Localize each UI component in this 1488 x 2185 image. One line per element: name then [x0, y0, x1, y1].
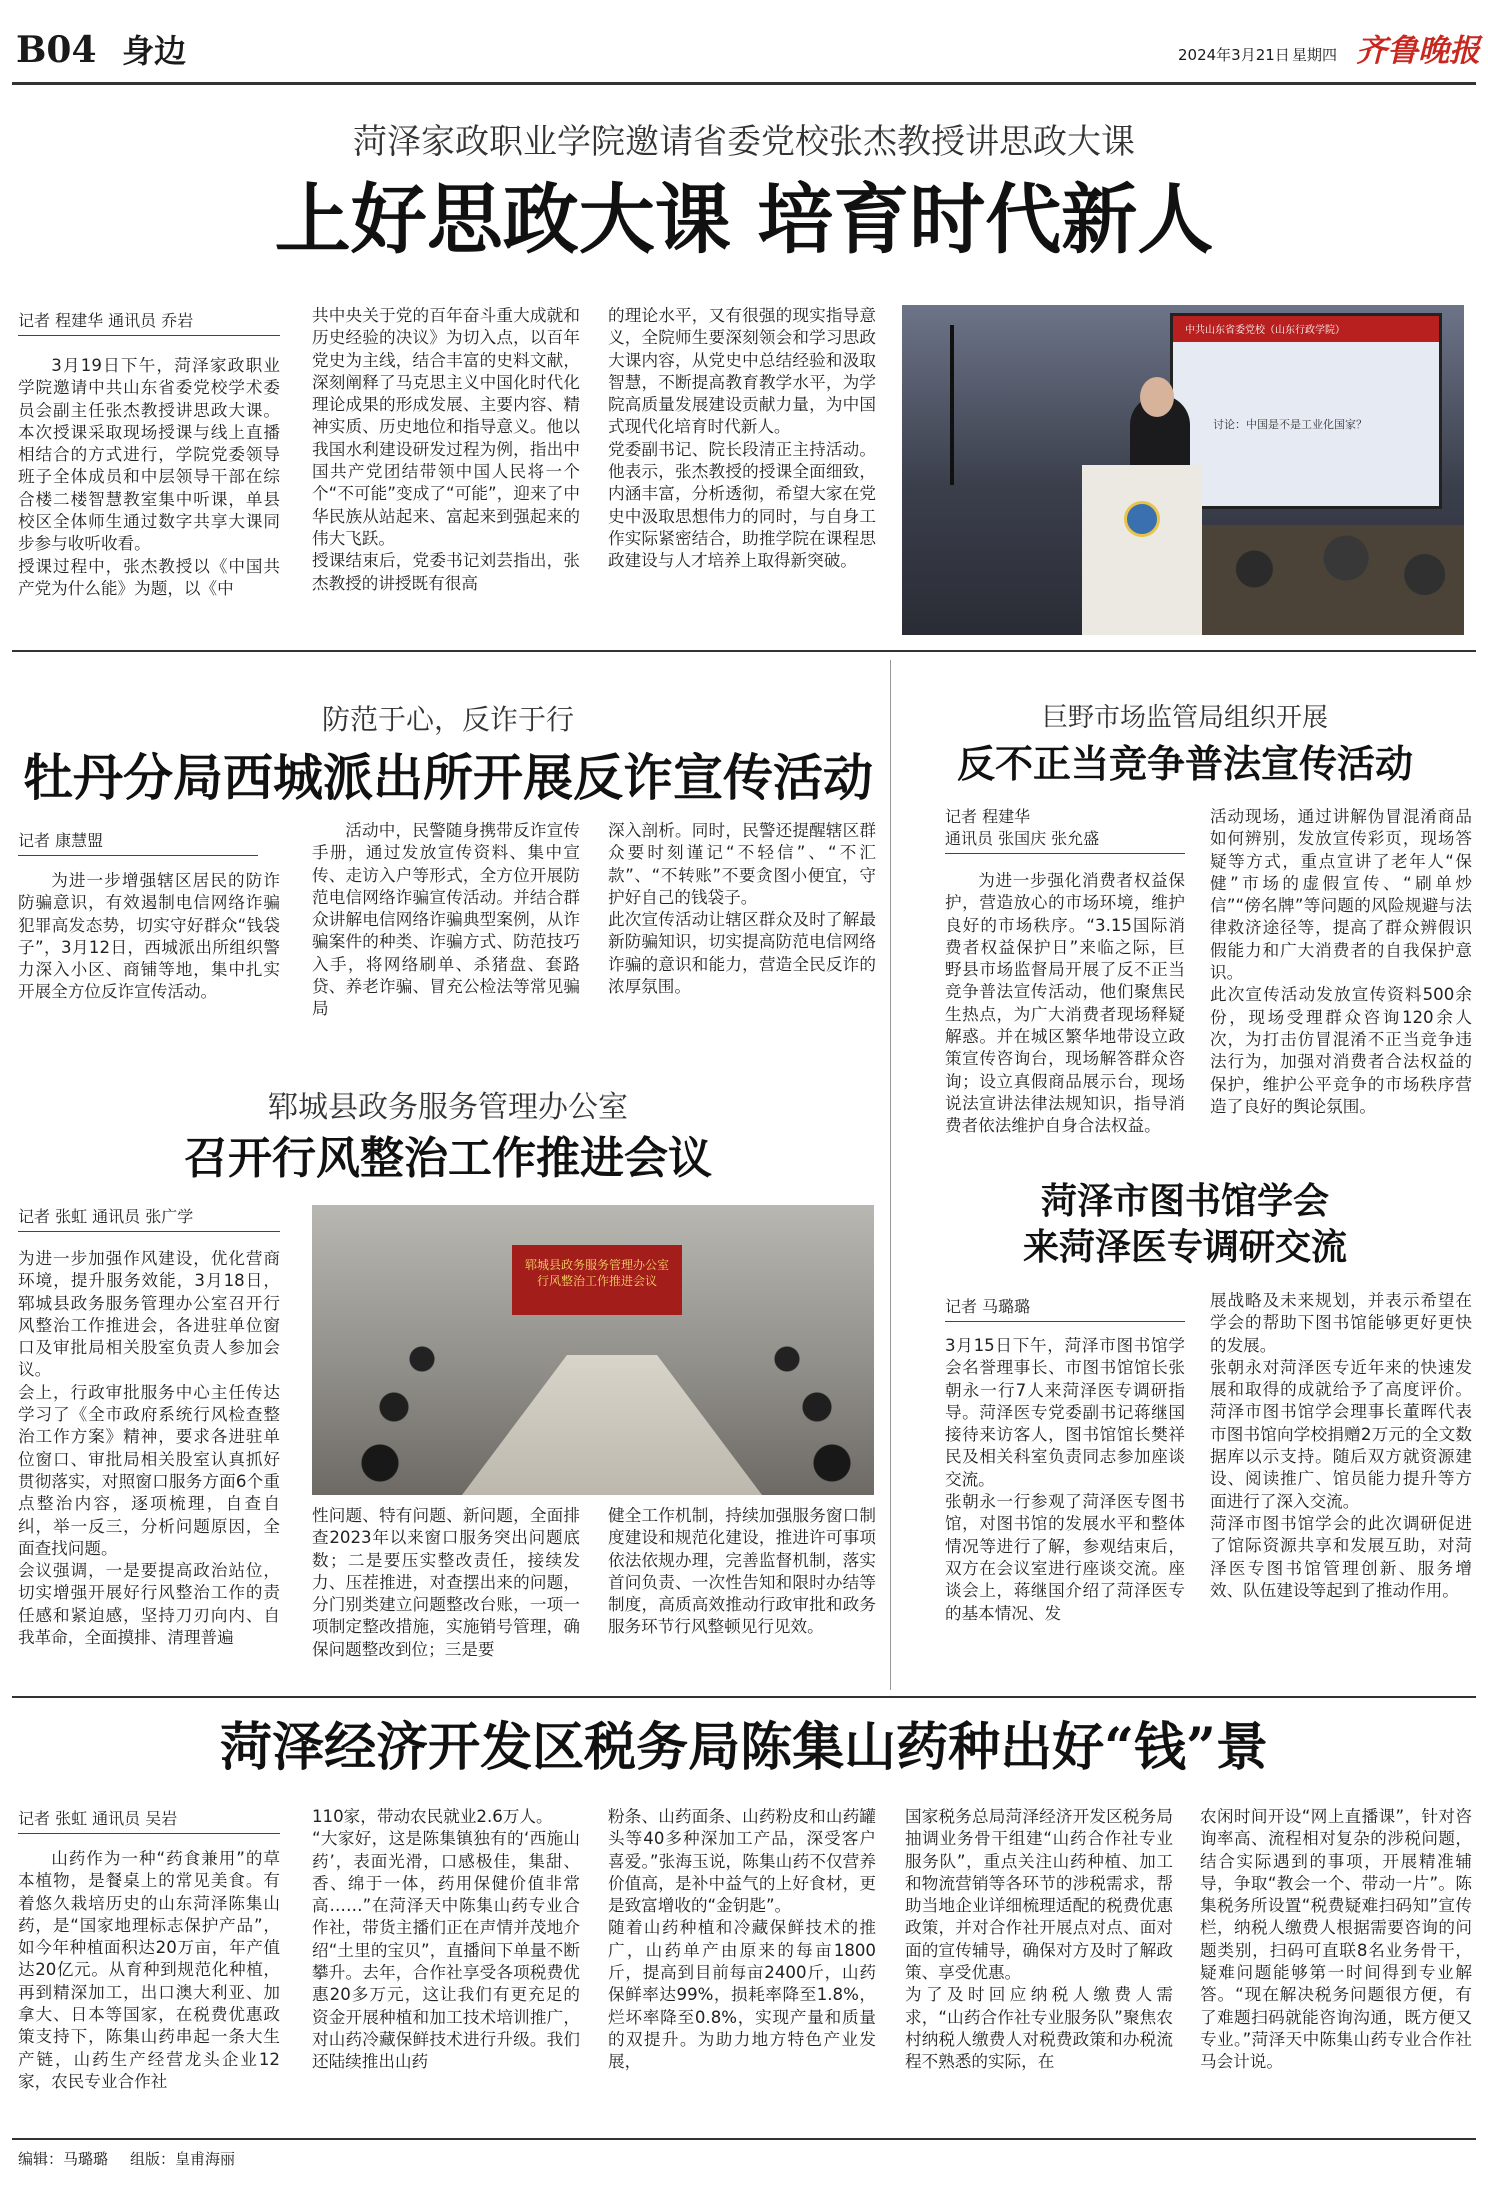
article3-col1-text: 为进一步强化消费者权益保护，营造放心的市场环境，维护良好的市场秩序。“3.15国际消费者权益保护日”来临之际，巨野县市场监督局开展了反不正当竞争普法宣传活动，他们聚焦民生热点，为广大消费者现场释疑解惑。并在城区繁华地带设立政策宣传咨询台，现场解答群众咨询；设立真假商品展示台，现场说法宣讲法律法规知识，指导消费者依法维护自身合法权益。: [945, 871, 1185, 1136]
article4-photo: [312, 1205, 874, 1495]
article4-col2-text: 性问题、特有问题、新问题，全面排查2023年以来窗口服务突出问题底数；二是要压实整改责任，接续发力、压茬推进，对查摆出来的问题，分门别类建立问题整改台账，一项一项制定整改措施，实施销号管理，确保问题整改到位；三是要: [312, 1506, 580, 1659]
slide-title: 中共山东省委党校（山东行政学院）: [1185, 325, 1345, 336]
article6-col3-text: 粉条、山药面条、山药粉皮和山药罐头等40多种深加工产品，深受客户喜爱。”张海玉说，陈集山药不仅营养价值高，是补中益气的上好食材，更是致富增收的“金钥匙”。 随着山药种植和冷藏保鲜技术的推广，山药单产由原来的每亩1800斤，提高到目前每亩2400斤，山药保鲜率达99%，损耗率降至1.8%，烂坏率降至0.8%，实现产量和质量的双提升。为助力地方特色产业发展，: [608, 1807, 876, 2072]
right-column-divider: [890, 660, 891, 1690]
article1-byline: 记者 程建华 通讯员 乔岩: [18, 310, 280, 336]
slide-text: 讨论：中国是不是工业化国家？: [1213, 418, 1367, 431]
article1-col3: [608, 305, 876, 635]
meeting-banner-text: 郓城县政务服务管理办公室 行风整治工作推进会议: [524, 1258, 669, 1288]
article4-col2: [312, 1505, 580, 1676]
article6-title: 菏泽经济开发区税务局陈集山药种出好“钱”景: [220, 1717, 1268, 1778]
attendees-left: [352, 1335, 492, 1495]
speaker-head: [1140, 377, 1174, 417]
article3-col1: [945, 870, 1185, 1190]
header-rule: [12, 82, 1476, 85]
article6-col5-text: 农闲时间开设“网上直播课”，针对咨询率高、流程相对复杂的涉税问题，结合实际遇到的事项，开展精准辅导，争取“教会一个、带动一片”。陈集税务所设置“税费疑难扫码知”宣传栏，纳税人缴费人根据需要咨询的问题类别，扫码可直联8名业务骨干，疑难问题能够第一时间得到专业解答。“现在解决税务问题很方便，有了难题扫码就能咨询沟通，既方便又专业。”菏泽天中陈集山药专业合作社马会计说。: [1200, 1807, 1472, 2072]
footer-rule: [12, 2138, 1476, 2140]
article2-col3-text: 深入剖析。同时，民警还提醒辖区群众要时刻谨记“不轻信”、“不汇款”、“不转账”不要贪图小便宜，守护好自己的钱袋子。 此次宣传活动让辖区群众及时了解最新防骗知识，切实提高防范电信网络诈骗的意识和能力，营造全民反诈的浓厚氛围。: [608, 821, 876, 997]
article5-col1: [945, 1335, 1185, 1676]
header-weekday: 星期四: [1292, 46, 1338, 64]
article1-col2-text: 共中央关于党的百年奋斗重大成就和历史经验的决议》为切入点，以百年党史为主线，结合丰富的史料文献，深刻阐释了马克思主义中国化时代化理论成果的形成发展、主要内容、精神实质、历史地位和指导意义。他以我国水利建设研发过程为例，指出中国共产党团结带领中国人民将一个个“不可能”变成了“可能”，迎来了中华民族从站起来、富起来到强起来的伟大飞跃。 授课结束后，党委书记刘芸指出，张杰教授的讲授既有很高: [312, 306, 580, 593]
section-title: 身边: [122, 32, 187, 70]
article3-byline-2: 通讯员 张国庆 张允盛: [945, 828, 1185, 854]
article4-col3-text: 健全工作机制，持续加强服务窗口制度建设和规范化建设，推进许可事项依法依规办理，完善监督机制，落实首问负责、一次性告知和限时办结等制度，高质高效推动行政审批和政务服务环节行风整顿见行见效。: [608, 1506, 876, 1637]
article5-title: 菏泽市图书馆学会 来菏泽医专调研交流: [1022, 1180, 1347, 1268]
article5-col2: [1210, 1290, 1472, 1676]
article6-col4-text: 国家税务总局菏泽经济开发区税务局抽调业务骨干组建“山药合作社专业服务队”，重点关注山药种植、加工和物流营销等各环节的涉税需求，帮助当地企业详细梳理适配的税费优惠政策，并对合作社开展点对点、面对面的宣传辅导，确保对方及时了解政策、享受优惠。 为了及时回应纳税人缴费人需求，“山药合作社专业服务队”聚焦农村纳税人缴费人对税费政策和办税流程不熟悉的实际，在: [905, 1807, 1173, 2072]
article4-col1: [18, 1248, 280, 1676]
article2-col1-text: 为进一步增强辖区居民的防诈防骗意识，有效遏制电信网络诈骗犯罪高发态势，切实守好群众“钱袋子”，3月12日，西城派出所组织警力深入小区、商铺等地，集中扎实开展全方位反诈宣传活动。: [18, 871, 280, 1002]
article2-title: 牡丹分局西城派出所开展反诈宣传活动: [23, 748, 873, 807]
article6-byline: 记者 张虹 通讯员 吴岩: [18, 1808, 280, 1834]
article1-col1: [18, 355, 280, 633]
article6-col2: [312, 1806, 580, 2128]
article2-col2-text: 活动中，民警随身携带反诈宣传手册，通过发放宣传资料、集中宣传、走访入户等形式，全方位开展防范电信网络诈骗宣传活动。并结合群众讲解电信网络诈骗典型案例，从诈骗案件的种类、诈骗方式、防范技巧入手，将网络刷单、杀猪盘、套路贷、养老诈骗、冒充公检法等常见骗局: [312, 821, 580, 1019]
article2-byline: 记者 康慧盟: [18, 830, 258, 856]
article1-col3-text: 的理论水平，又有很强的现实指导意义，全院师生要深刻领会和学习思政大课内容，从党史中总结经验和汲取智慧，不断提高教育教学水平，为学院高质量发展建设贡献力量，为中国式现代化培育时代新人。 党委副书记、院长段清正主持活动。他表示，张杰教授的授课全面细致，内涵丰富，分析透彻，希望大家在党史中汲取思想伟力的同时，与自身工作实际紧密结合，助推学院在课程思政建设与人才培养上取得新突破。: [608, 306, 876, 571]
article1-photo: [902, 305, 1464, 635]
divider-1: [12, 650, 1476, 652]
article6-col5: [1200, 1806, 1472, 2128]
article5-col2-text: 展战略及未来规划，并表示希望在学会的帮助下图书馆能够更好更快的发展。 张朝永对菏泽医专近年来的快速发展和取得的成就给予了高度评价。菏泽市图书馆学会理事长董晖代表市图书馆向学校捐赠2万元的全文数据库以示支持。随后双方就资源建设、阅读推广、馆员能力提升等方面进行了深入交流。 菏泽市图书馆学会的此次调研促进了馆际资源共享和发展互助，对菏泽医专图书馆管理创新、服务增效、队伍建设等起到了推动作用。: [1210, 1291, 1472, 1600]
article4-col3: [608, 1505, 876, 1676]
podium-emblem: [1124, 501, 1160, 537]
article3-col2: [1210, 806, 1472, 1190]
article4-col1-text: 为进一步加强作风建设，优化营商环境，提升服务效能，3月18日，郓城县政务服务管理办公室召开行风整治工作推进会，各进驻单位窗口及审批局相关股室负责人参加会议。 会上，行政审批服务中心主任传达学习了《全市政府系统行风检查整治工作方案》精神，要求各进驻单位窗口、审批局相关股室认真抓好贯彻落实，对照窗口服务方面6个重点整治内容，逐项梳理，自查自纠，举一反三，分析问题原因，全面查找问题。 会议强调，一是要提高政治站位，切实增强开展好行风整治工作的责任感和紧迫感，坚持刀刃向内、自我革命，全面摸排、清理普遍: [18, 1249, 280, 1648]
audience: [1202, 525, 1464, 635]
article2-col1: [18, 870, 280, 1040]
article3-col2-text: 活动现场，通过讲解伪冒混淆商品如何辨别，发放宣传彩页，现场答疑等方式，重点宣讲了老年人“保健”市场的虚假宣传、“刷单炒信”“傍名牌”等问题的风险规避与法律救济途径等，提高了群众辨假识假能力和广大消费者的自我保护意识。 此次宣传活动发放宣传资料500余份，现场受理群众咨询120余人次，为打击仿冒混淆不正当竞争违法行为，加强对消费者合法权益的保护，维护公平竞争的市场秩序营造了良好的舆论氛围。: [1210, 807, 1472, 1116]
projection-screen: [1170, 313, 1442, 509]
camera-tripod: [932, 325, 972, 485]
masthead-logo: 齐鲁晚报: [1356, 33, 1480, 69]
article2-col2: [312, 820, 580, 1040]
article2-col3: [608, 820, 876, 1040]
article4-subtitle: 郓城县政务服务管理办公室: [268, 1090, 628, 1125]
article1-col1-text: 3月19日下午，菏泽家政职业学院邀请中共山东省委党校学术委员会副主任张杰教授讲思政大课。本次授课采取现场授课与线上直播相结合的方式进行，学院党委领导班子全体成员和中层领导干部在综合楼二楼智慧教室集中听课，单县校区全体师生通过数字共享大课同步参与收听收看。 授课过程中，张杰教授以《中国共产党为什么能》为题，以《中: [18, 356, 280, 598]
article5-col1-text: 3月15日下午，菏泽市图书馆学会名誉理事长、市图书馆馆长张朝永一行7人来菏泽医专调研指导。菏泽医专党委副书记蒋继国接待来访客人，图书馆馆长樊祥民及相关科室负责同志参加座谈交流。 张朝永一行参观了菏泽医专图书馆，对图书馆的发展水平和整体情况等进行了解，参观结束后，双方在会议室进行座谈交流。座谈会上，蒋继国介绍了菏泽医专的基本情况、发: [945, 1336, 1185, 1623]
article6-col1: [18, 1848, 280, 2128]
page-number: B04: [16, 29, 97, 71]
article5-byline: 记者 马璐璐: [945, 1296, 1185, 1322]
article6-col3: [608, 1806, 876, 2128]
footer-editor: 编辑：马璐璐: [18, 2150, 109, 2168]
article1-col2: [312, 305, 580, 635]
article4-byline: 记者 张虹 通讯员 张广学: [18, 1206, 280, 1232]
article3-byline-1: 记者 程建华: [945, 807, 1031, 826]
divider-2: [12, 1696, 1476, 1698]
article3-subtitle: 巨野市场监管局组织开展: [1041, 703, 1328, 733]
article4-title: 召开行风整治工作推进会议: [184, 1133, 712, 1184]
podium: [1082, 465, 1202, 635]
header-date: 2024年3月21日: [1178, 46, 1290, 64]
article1-subtitle: 菏泽家政职业学院邀请省委党校张杰教授讲思政大课: [353, 122, 1135, 162]
article6-col1-text: 山药作为一种“药食兼用”的草本植物，是餐桌上的常见美食。有着悠久栽培历史的山东菏泽陈集山药，是“国家地理标志保护产品”，如今年种植面积达20万亩，年产值达20亿元。从育种到规范化种植，再到精深加工，出口澳大利亚、加拿大、日本等国家，在税费优惠政策支持下，陈集山药串起一条大生产链，山药生产经营龙头企业12家，农民专业合作社: [18, 1849, 280, 2091]
article3-title: 反不正当竞争普法宣传活动: [956, 741, 1413, 786]
article2-subtitle: 防范于心，反诈于行: [321, 703, 574, 736]
attendees-right: [712, 1335, 862, 1495]
article6-col4: [905, 1806, 1173, 2128]
article1-title: 上好思政大课 培育时代新人: [274, 175, 1214, 264]
footer-designer: 组版：皇甫海丽: [130, 2150, 236, 2168]
article6-col2-text: 110家，带动农民就业2.6万人。 “大家好，这是陈集镇独有的‘西施山药’，表面光滑，口感极佳，集甜、香、绵于一体，药用保健价值非常高……”在菏泽天中陈集山药专业合作社，带货主播们正在声情并茂地介绍“土里的宝贝”，直播间下单量不断攀升。去年，合作社享受各项税费优惠20多万元，这让我们有更充足的资金开展种植和加工技术培训推广，对山药冷藏保鲜技术进行升级。我们还陆续推出山药: [312, 1807, 580, 2072]
